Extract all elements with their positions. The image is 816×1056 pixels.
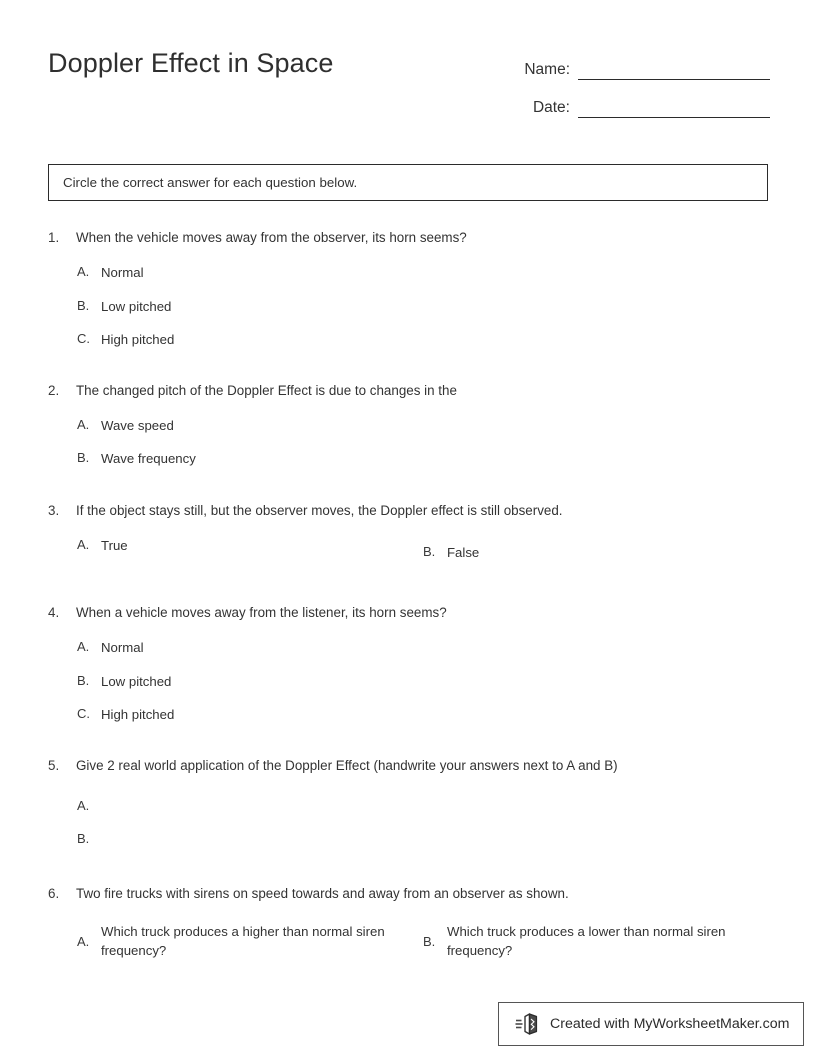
- option-item[interactable]: [423, 923, 747, 960]
- footer-attribution-badge[interactable]: [498, 1002, 804, 1046]
- question-1-text: When the vehicle moves away from the observer, its horn seems?: [76, 230, 467, 245]
- option-item[interactable]: [77, 705, 786, 724]
- page-title: Doppler Effect in Space: [48, 48, 334, 78]
- option-letter: C.: [77, 705, 90, 721]
- question-1: [0, 228, 816, 349]
- option-item[interactable]: [77, 536, 128, 555]
- option-text: High pitched: [101, 706, 175, 722]
- question-3-heading: [48, 501, 786, 520]
- option-text: Normal: [101, 265, 144, 281]
- option-text: Wave speed: [101, 418, 174, 434]
- answer-item[interactable]: [77, 830, 786, 849]
- option-text: Normal: [101, 640, 144, 656]
- option-text: High pitched: [101, 331, 175, 347]
- option-text: Wave frequency: [101, 451, 196, 467]
- speaker-sound-waves-icon: [515, 1012, 541, 1036]
- instruction-box: [48, 164, 768, 201]
- question-6-text: Two fire trucks with sirens on speed towards and away from an observer as shown.: [76, 886, 569, 901]
- question-4-options: [48, 638, 786, 723]
- option-letter: A.: [77, 639, 90, 655]
- option-letter: A.: [77, 264, 90, 280]
- option-letter: A.: [77, 933, 90, 949]
- answer-letter: A.: [77, 798, 90, 814]
- question-5-options: [48, 797, 786, 849]
- name-label: Name:: [524, 60, 570, 78]
- option-text: False: [447, 545, 480, 561]
- question-6-number: 6.: [48, 886, 60, 901]
- option-text: Low pitched: [101, 673, 172, 689]
- name-input-line[interactable]: [578, 79, 770, 80]
- option-text: Which truck produces a higher than normal siren frequency?: [101, 924, 385, 959]
- question-4-text: When a vehicle moves away from the listener, its horn seems?: [76, 605, 447, 621]
- question-2-heading: [48, 381, 786, 400]
- option-letter: C.: [77, 330, 90, 346]
- option-item[interactable]: [77, 449, 786, 468]
- question-1-options: [48, 263, 786, 348]
- option-text: True: [101, 538, 128, 554]
- answer-item[interactable]: [77, 797, 786, 816]
- option-letter: A.: [77, 417, 90, 433]
- question-4-number: 4.: [48, 605, 60, 621]
- page-header: [0, 0, 816, 130]
- date-field-row: [500, 86, 770, 118]
- question-1-number: 1.: [48, 230, 60, 245]
- option-letter: B.: [77, 672, 90, 688]
- question-6-heading: [48, 884, 786, 903]
- option-item[interactable]: [77, 672, 786, 691]
- name-field-row: [500, 48, 770, 80]
- date-input-line[interactable]: [578, 117, 770, 118]
- question-5-heading: [48, 756, 786, 775]
- option-item[interactable]: [77, 297, 786, 316]
- name-date-fields: [500, 48, 770, 124]
- question-6: [0, 884, 816, 967]
- question-2: [0, 381, 816, 469]
- option-item[interactable]: [77, 330, 786, 349]
- option-item[interactable]: [423, 543, 479, 562]
- option-letter: A.: [77, 537, 90, 553]
- option-item[interactable]: [77, 923, 401, 960]
- questions-list: [0, 228, 816, 967]
- question-3-number: 3.: [48, 502, 60, 518]
- question-3-text: If the object stays still, but the observer moves, the Doppler effect is still observed.: [76, 502, 563, 518]
- footer-attribution-text: Created with MyWorksheetMaker.com: [550, 1016, 790, 1032]
- option-item[interactable]: [77, 638, 786, 657]
- option-letter: B.: [77, 450, 90, 466]
- question-2-text: The changed pitch of the Doppler Effect is due to changes in the: [76, 382, 457, 398]
- question-5-number: 5.: [48, 757, 60, 773]
- option-letter: B.: [423, 933, 436, 949]
- question-6-options: [48, 923, 786, 967]
- question-4-heading: [48, 603, 786, 622]
- question-3-options: [48, 536, 786, 561]
- answer-letter: B.: [77, 831, 90, 847]
- question-4: [0, 603, 816, 724]
- date-label: Date:: [532, 98, 570, 116]
- option-letter: B.: [423, 544, 436, 560]
- question-1-heading: [48, 228, 786, 247]
- option-text: Low pitched: [101, 298, 172, 314]
- instruction-text: Circle the correct answer for each question below.: [63, 175, 358, 190]
- question-5-text: Give 2 real world application of the Doppler Effect (handwrite your answers next to A and B): [76, 757, 618, 773]
- option-item[interactable]: [77, 416, 786, 435]
- option-text: Which truck produces a lower than normal siren frequency?: [447, 924, 726, 959]
- option-letter: B.: [77, 297, 90, 313]
- question-2-options: [48, 416, 786, 468]
- option-item[interactable]: [77, 263, 786, 282]
- question-3: [0, 501, 816, 561]
- question-2-number: 2.: [48, 382, 60, 398]
- question-5: [0, 756, 816, 849]
